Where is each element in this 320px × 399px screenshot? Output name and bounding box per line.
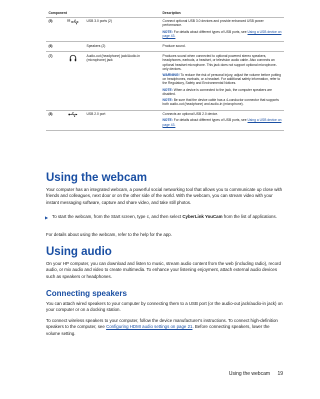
page-footer bbox=[229, 371, 283, 377]
table-row bbox=[46, 17, 284, 42]
table-header-component: Component bbox=[46, 10, 160, 17]
webcam-intro: Your computer has an integrated webcam, a powerful social networking tool that allows you to communicate up close with friends and colleagues, next door or on the other side of the world. With the webcam, you can stream video with your instant messaging software, capture and share video, and take still photos. bbox=[46, 187, 283, 205]
table-row bbox=[46, 42, 284, 52]
row-number: (8) bbox=[46, 110, 62, 130]
component-description: Connects an optional USB 2.0 device. NOTE: For details about different types of USB ports, see Using a USB device on page 43. bbox=[160, 110, 284, 130]
usb-superspeed-icon bbox=[65, 19, 82, 25]
component-name: USB 3.0 ports (2) bbox=[84, 17, 160, 42]
audio-heading: Using audio bbox=[46, 246, 112, 258]
row-number: (5) bbox=[46, 17, 62, 42]
note-label: NOTE: bbox=[162, 87, 173, 92]
webcam-heading: Using the webcam bbox=[46, 172, 147, 184]
table-row bbox=[46, 110, 284, 130]
speakers-heading: Connecting speakers bbox=[46, 289, 127, 298]
note-text: When a device is connected to the jack, the computer speakers are disabled. bbox=[162, 87, 272, 96]
row-number: (7) bbox=[46, 52, 62, 110]
speakers-wired: You can attach wired speakers to your computer by connecting them to a USB port (or the audio-out jack/audio-in jack) on your computer or on a docking station. bbox=[46, 301, 283, 313]
table-row bbox=[46, 52, 284, 110]
note-label: NOTE: bbox=[162, 97, 173, 102]
warning-text: To reduce the risk of personal injury, adjust the volume before putting on headphones, earbuds, or a headset. For additional safety information, refer to the Regulatory, Safety and Environmental Notices. bbox=[162, 72, 281, 86]
footer-section-title: Using the webcam bbox=[228, 371, 271, 377]
svg-text:SS: SS bbox=[67, 19, 71, 23]
note-text: Be sure that the device cable has a 4-conductor connector that supports both audio-out (headphone) and audio-in (microphone). bbox=[162, 97, 279, 107]
webcam-start-step: ▶ To start the webcam, from the Start screen, type c, and then select CyberLink YouCam from the list of applications. bbox=[45, 214, 277, 220]
speakers-wireless: To connect wireless speakers to your computer, follow the device manufacturer's instructions. To connect high-definition speakers to the computer, see Configuring HDMI audio settings on page 21. Before connecting speakers, lower the volume setting. bbox=[46, 318, 278, 336]
hdmi-audio-link[interactable]: Configuring HDMI audio settings on page 21 bbox=[106, 324, 193, 330]
warning-label: WARNING! bbox=[162, 72, 180, 77]
table-header-row bbox=[46, 10, 284, 17]
audio-intro: On your HP computer, you can download and listen to music, stream audio content from the web (including radio), record audio, or mix audio and video to create multimedia. To enhance your listening enjoyment, attach external audio devices such as speakers or headphones. bbox=[46, 261, 281, 279]
note-text: For details about different types of USB ports, see bbox=[173, 29, 247, 34]
usb-icon bbox=[65, 112, 82, 117]
headphone-icon bbox=[65, 54, 82, 62]
page-number: 19 bbox=[277, 371, 283, 377]
component-description: Produce sound. bbox=[160, 42, 284, 52]
component-name: Speakers (2) bbox=[84, 42, 160, 52]
row-number: (6) bbox=[46, 42, 62, 52]
component-name: Audio-out (headphone) jack/Audio-in (microphone) jack bbox=[84, 52, 160, 110]
usb-device-link[interactable]: Using a USB device on page 43. bbox=[162, 29, 282, 38]
note-label: NOTE: bbox=[162, 118, 173, 123]
component-table bbox=[46, 10, 284, 131]
note-text: For details about different types of USB ports, see bbox=[173, 118, 247, 123]
youcam-app-name: CyberLink YouCam bbox=[182, 214, 223, 219]
component-name: USB 2.0 port bbox=[84, 110, 160, 130]
component-description: Connect optional USB 3.0 devices and provide enhanced USB power performance. NOTE: For details about different types of USB ports, see Using a USB device on page 43. bbox=[160, 17, 284, 42]
webcam-help: For details about using the webcam, refer to the help for the app. bbox=[46, 232, 172, 237]
table-header-description: Description bbox=[160, 10, 284, 17]
search-key: c bbox=[146, 214, 149, 219]
bullet-triangle-icon: ▶ bbox=[45, 214, 49, 220]
note-label: NOTE: bbox=[162, 29, 173, 34]
component-description: Produces sound when connected to optional powered stereo speakers, headphones, earbuds, a headset, or television audio cable. Also connects an optional headset microphone. This jack does not support optional microphone-only devices. WARNING! To reduce the risk of personal injury, adjust the volume before putting on headphones, earbuds, or a headset. For additional safety information, refer to the Regulatory, Safety and Environmental Notices. NOTE: When a device is connected to the jack, the computer speakers are disabled. NOTE: Be sure that the device cable has a 4-conductor connector that supports both audio-out (headphone) and audio-in (microphone). bbox=[160, 52, 284, 110]
usb-device-link[interactable]: Using a USB device on page 43. bbox=[162, 118, 282, 127]
